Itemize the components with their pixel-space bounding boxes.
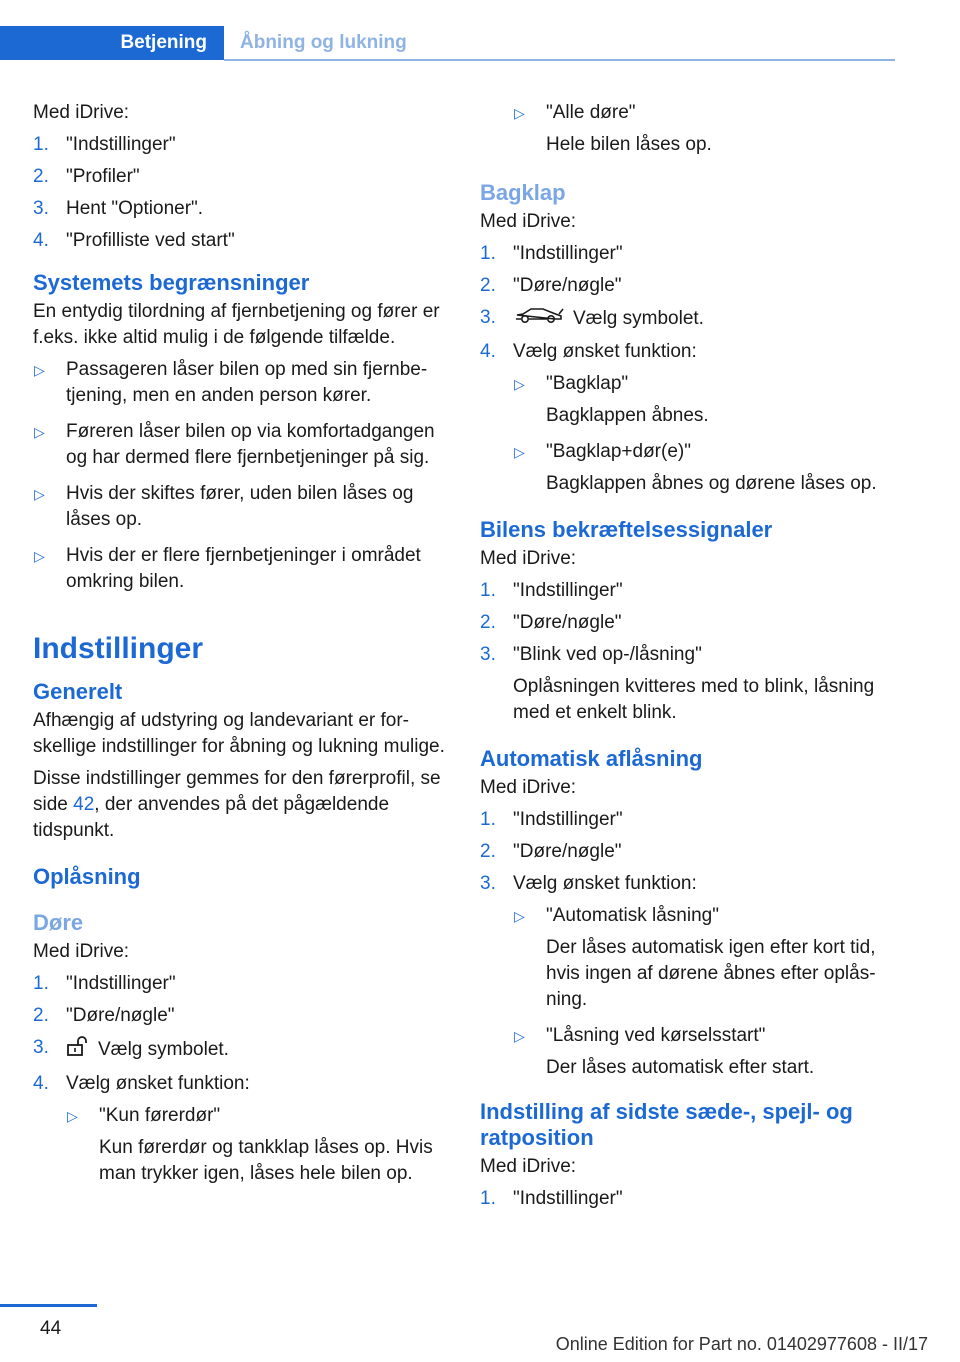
list-item: [33, 228, 453, 254]
confirm-steps: [480, 578, 900, 726]
general-text-2b: , der anvendes på det pågældende tidspunkt.: [33, 794, 390, 841]
page-header: [0, 26, 895, 62]
intro-text: Med iDrive:: [33, 102, 130, 123]
list-item: [480, 839, 900, 865]
general-text-2: [33, 766, 453, 844]
list-item: [66, 1103, 453, 1187]
step-text: "Profilliste ved start": [66, 230, 235, 251]
heading-confirmation-signals: Bilens bekræftelsessignaler: [480, 517, 773, 542]
list-item: [480, 273, 900, 299]
heading-auto-lock: Automatisk aflåsning: [480, 746, 703, 771]
step-number: 4.: [33, 230, 49, 251]
option-title: "Bagklap": [546, 373, 629, 394]
list-item: [33, 419, 453, 471]
step-number: 1.: [480, 580, 496, 601]
list-item: [480, 642, 900, 726]
doors-steps: [33, 971, 453, 1187]
option-title: "Alle døre": [546, 102, 636, 123]
heading-unlocking: Oplåsning: [33, 864, 141, 889]
unlock-symbol-icon: [66, 1035, 90, 1065]
bullet-text: Hvis der skiftes fører, uden bilen låses og låses op.: [66, 483, 414, 530]
step-text: "Indstillinger": [513, 580, 623, 601]
step-text: Vælg ønsket funktion:: [513, 873, 697, 894]
step-number: 1.: [33, 134, 49, 155]
list-item: [480, 339, 900, 497]
step-number: 2.: [33, 1005, 49, 1026]
heading-general: Generelt: [33, 679, 123, 704]
auto-steps: [480, 807, 900, 1081]
step-number: 1.: [480, 1188, 496, 1209]
triangle-bullet-icon: ▷: [514, 444, 525, 460]
step-number: 1.: [480, 243, 496, 264]
triangle-bullet-icon: ▷: [34, 486, 45, 502]
triangle-bullet-icon: ▷: [514, 105, 525, 121]
last-steps: [480, 1186, 900, 1212]
header-rule: [224, 59, 895, 61]
tailgate-steps: [480, 241, 900, 497]
step-text: "Døre/nøgle": [513, 612, 622, 633]
auto-intro: Med iDrive:: [480, 777, 577, 798]
page-number: 44: [40, 1318, 62, 1339]
bullet-text: Passageren låser bilen op med sin fjernbetjening, men en anden person kører.: [66, 359, 428, 406]
limitations-text: En entydig tilordning af fjernbetjening og fører er f.eks. ikke altid mulig i de følgende tilfælde.: [33, 301, 440, 348]
step-text: "Profiler": [66, 166, 140, 187]
list-item: [33, 196, 453, 222]
step-number: 3.: [480, 873, 496, 894]
list-item: [480, 807, 900, 833]
list-item: [480, 241, 900, 267]
option-title: "Automatisk låsning": [546, 905, 719, 926]
step-number: 3.: [33, 1037, 49, 1058]
step-number: 3.: [33, 198, 49, 219]
step-text: "Døre/nøgle": [513, 275, 622, 296]
option-description: Der låses automatisk efter start.: [546, 1057, 815, 1078]
option-description: Der låses automatisk igen efter kort tid, hvis ingen af dørene åbnes efter oplåsning.: [546, 937, 876, 1010]
list-item: [480, 871, 900, 1081]
list-item: [33, 971, 453, 997]
triangle-bullet-icon: ▷: [514, 1028, 525, 1044]
limitations-list: [33, 357, 453, 595]
triangle-bullet-icon: ▷: [67, 1108, 78, 1124]
heading-tailgate: Bagklap: [480, 180, 566, 205]
page-reference-link[interactable]: 42: [73, 794, 95, 815]
bullet-text: Føreren låser bilen op via komfortadgangen og har dermed flere fjernbetjeninger på sig.: [66, 421, 435, 468]
bullet-text: Hvis der er flere fjernbetjeninger i området omkring bilen.: [66, 545, 421, 592]
step-text: "Døre/nøgle": [513, 841, 622, 862]
step-text: "Indstillinger": [66, 134, 176, 155]
step-number: 4.: [33, 1073, 49, 1094]
triangle-bullet-icon: ▷: [514, 376, 525, 392]
footer-accent-bar: [0, 1304, 97, 1307]
heading-last-position: Indstilling af sidste sæde-, spejl- og ratposition: [480, 1099, 853, 1150]
step-text: Vælg symbolet.: [98, 1039, 229, 1061]
step-text: Hent "Optioner".: [66, 198, 204, 219]
list-item: [33, 543, 453, 595]
list-item: [33, 164, 453, 190]
option-description: Kun førerdør og tankklap låses op. Hvis man trykker igen, låses hele bilen op.: [99, 1137, 433, 1184]
general-text-1: Afhængig af udstyring og landevariant er forskellige indstillinger for åbning og lukning mulige.: [33, 710, 445, 757]
option-title: "Låsning ved kørselsstart": [546, 1025, 766, 1046]
option-description: Hele bilen låses op.: [546, 134, 712, 155]
step-text: Vælg ønsket funktion:: [513, 341, 697, 362]
triangle-bullet-icon: ▷: [34, 548, 45, 564]
list-item: [513, 439, 900, 497]
car-tailgate-icon: [513, 305, 565, 333]
step-number: 2.: [480, 612, 496, 633]
step-number: 2.: [480, 275, 496, 296]
list-item: [33, 1003, 453, 1029]
doors-options: [66, 1103, 453, 1187]
step-text: "Indstillinger": [513, 1188, 623, 1209]
tailgate-intro: Med iDrive:: [480, 211, 577, 232]
step-number: 3.: [480, 644, 496, 665]
step-number: 2.: [480, 841, 496, 862]
edition-note: Online Edition for Part no. 01402977608 - II/17: [555, 1334, 928, 1354]
confirm-intro: Med iDrive:: [480, 548, 577, 569]
triangle-bullet-icon: ▷: [34, 424, 45, 440]
step-text: Vælg ønsket funktion:: [66, 1073, 250, 1094]
step-number: 4.: [480, 341, 496, 362]
section-tab-aabning: Åbning og lukning: [240, 32, 407, 53]
heading-settings: Indstillinger: [33, 632, 204, 665]
step-number: 2.: [33, 166, 49, 187]
section-tab-betjening: Betjening: [0, 26, 224, 60]
left-column: [33, 100, 453, 1197]
step-number: 3.: [480, 307, 496, 328]
list-item: [513, 903, 900, 1013]
list-item: [33, 1035, 453, 1065]
step-text: "Indstillinger": [513, 243, 623, 264]
list-item: [33, 1071, 453, 1187]
option-description: Bagklappen åbnes og dørene låses op.: [546, 473, 877, 494]
doors-intro: Med iDrive:: [33, 941, 130, 962]
profile-steps: [33, 132, 453, 254]
list-item: [513, 371, 900, 429]
list-item: [33, 132, 453, 158]
option-description: Bagklappen åbnes.: [546, 405, 709, 426]
step-description: Oplåsningen kvitteres med to blink, låsning med et enkelt blink.: [513, 676, 875, 723]
auto-options: [513, 903, 900, 1081]
step-text: Vælg symbolet.: [573, 308, 704, 330]
general-text-2a: Disse indstillinger gemmes for den førerprofil, se side: [33, 768, 441, 815]
triangle-bullet-icon: ▷: [34, 362, 45, 378]
list-item: [480, 1186, 900, 1212]
last-intro: Med iDrive:: [480, 1156, 577, 1177]
list-item: [33, 357, 453, 409]
option-title: "Bagklap+dør(e)": [546, 441, 691, 462]
right-column: [480, 100, 900, 1218]
list-item: [480, 305, 900, 333]
step-text: "Døre/nøgle": [66, 1005, 175, 1026]
step-number: 1.: [480, 809, 496, 830]
step-text: "Indstillinger": [513, 809, 623, 830]
step-text: "Blink ved op-/låsning": [513, 644, 702, 665]
heading-doors: Døre: [33, 910, 84, 935]
list-item: [480, 578, 900, 604]
list-item: [513, 1023, 900, 1081]
heading-limitations: Systemets begrænsninger: [33, 270, 310, 295]
list-item: [33, 481, 453, 533]
doors-options-continued: [513, 100, 900, 158]
list-item: [513, 100, 900, 158]
step-text: "Indstillinger": [66, 973, 176, 994]
list-item: [480, 610, 900, 636]
triangle-bullet-icon: ▷: [514, 908, 525, 924]
option-title: "Kun førerdør": [99, 1105, 221, 1126]
tailgate-options: [513, 371, 900, 497]
step-number: 1.: [33, 973, 49, 994]
